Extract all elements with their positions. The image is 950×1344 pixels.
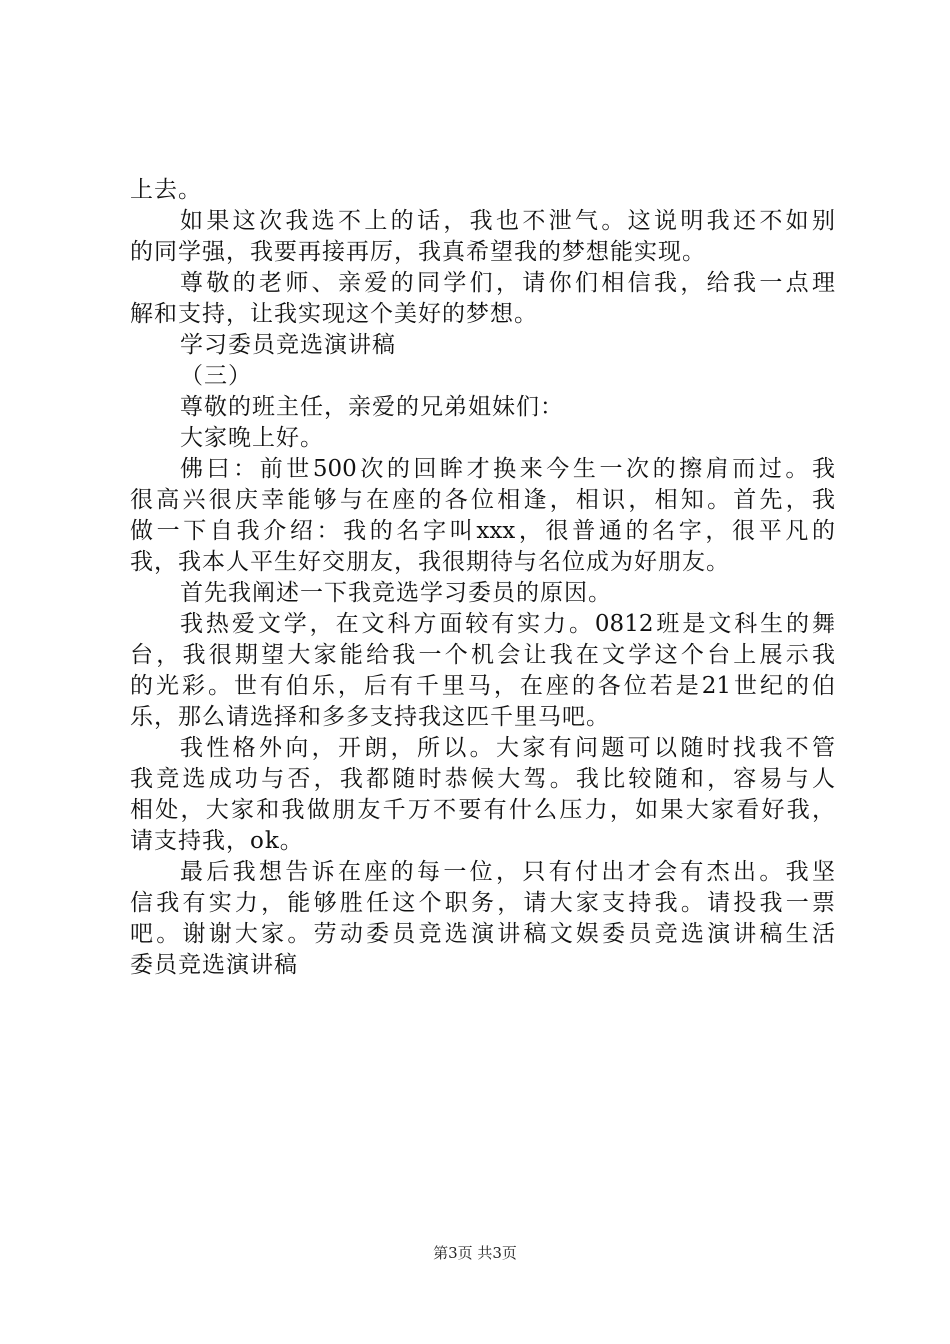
greeting: 大家晚上好。 (180, 425, 324, 451)
text-line: 首先我阐述一下我竞选学习委员的原因。 (180, 580, 612, 606)
text-line: 尊敬的老师、亲爱的同学们，请你们相信我，给我一点理 (180, 270, 835, 296)
text-line: 我竞选成功与否，我都随时恭候大驾。我比较随和，容易与人 (130, 766, 835, 792)
text-line: 的同学强，我要再接再厉，我真希望我的梦想能实现。 (130, 239, 706, 265)
text-line: 解和支持，让我实现这个美好的梦想。 (130, 301, 538, 327)
salutation: 尊敬的班主任，亲爱的兄弟姐妹们： (180, 394, 564, 420)
text-line: 我，我本人平生好交朋友，我很期待与名位成为好朋友。 (130, 549, 730, 575)
text-line: 最后我想告诉在座的每一位，只有付出才会有杰出。我坚 (180, 859, 835, 885)
text-line: 的光彩。世有伯乐，后有千里马，在座的各位若是21世纪的伯 (130, 673, 835, 699)
text-line: 台，我很期望大家能给我一个机会让我在文学这个台上展示我 (130, 642, 835, 668)
section-number: （三） (180, 363, 252, 389)
text-line: 我性格外向，开朗，所以。大家有问题可以随时找我不管 (180, 735, 835, 761)
text-line: 委员竞选演讲稿 (130, 952, 298, 978)
text-line: 信我有实力，能够胜任这个职务，请大家支持我。请投我一票 (130, 890, 835, 916)
text-line: 请支持我，ok。 (130, 828, 304, 854)
text-line: 如果这次我选不上的话，我也不泄气。这说明我还不如别 (180, 208, 835, 234)
text-line: 乐，那么请选择和多多支持我这匹千里马吧。 (130, 704, 610, 730)
text-line: 上去。 (130, 177, 202, 203)
text-line: 很高兴很庆幸能够与在座的各位相逢，相识，相知。首先，我 (130, 487, 835, 513)
text-line: 吧。谢谢大家。劳动委员竞选演讲稿文娱委员竞选演讲稿生活 (130, 921, 835, 947)
text-line: 做一下自我介绍：我的名字叫xxx，很普通的名字，很平凡的 (130, 518, 835, 544)
document-body (130, 175, 835, 981)
text-line: 我热爱文学，在文科方面较有实力。0812班是文科生的舞 (180, 611, 835, 637)
page-number-footer: 第3页 共3页 (433, 1244, 517, 1262)
text-line: 佛曰：前世500次的回眸才换来今生一次的擦肩而过。我 (180, 456, 835, 482)
text-line: 相处，大家和我做朋友千万不要有什么压力，如果大家看好我， (130, 797, 835, 823)
section-title: 学习委员竞选演讲稿 (180, 332, 396, 358)
